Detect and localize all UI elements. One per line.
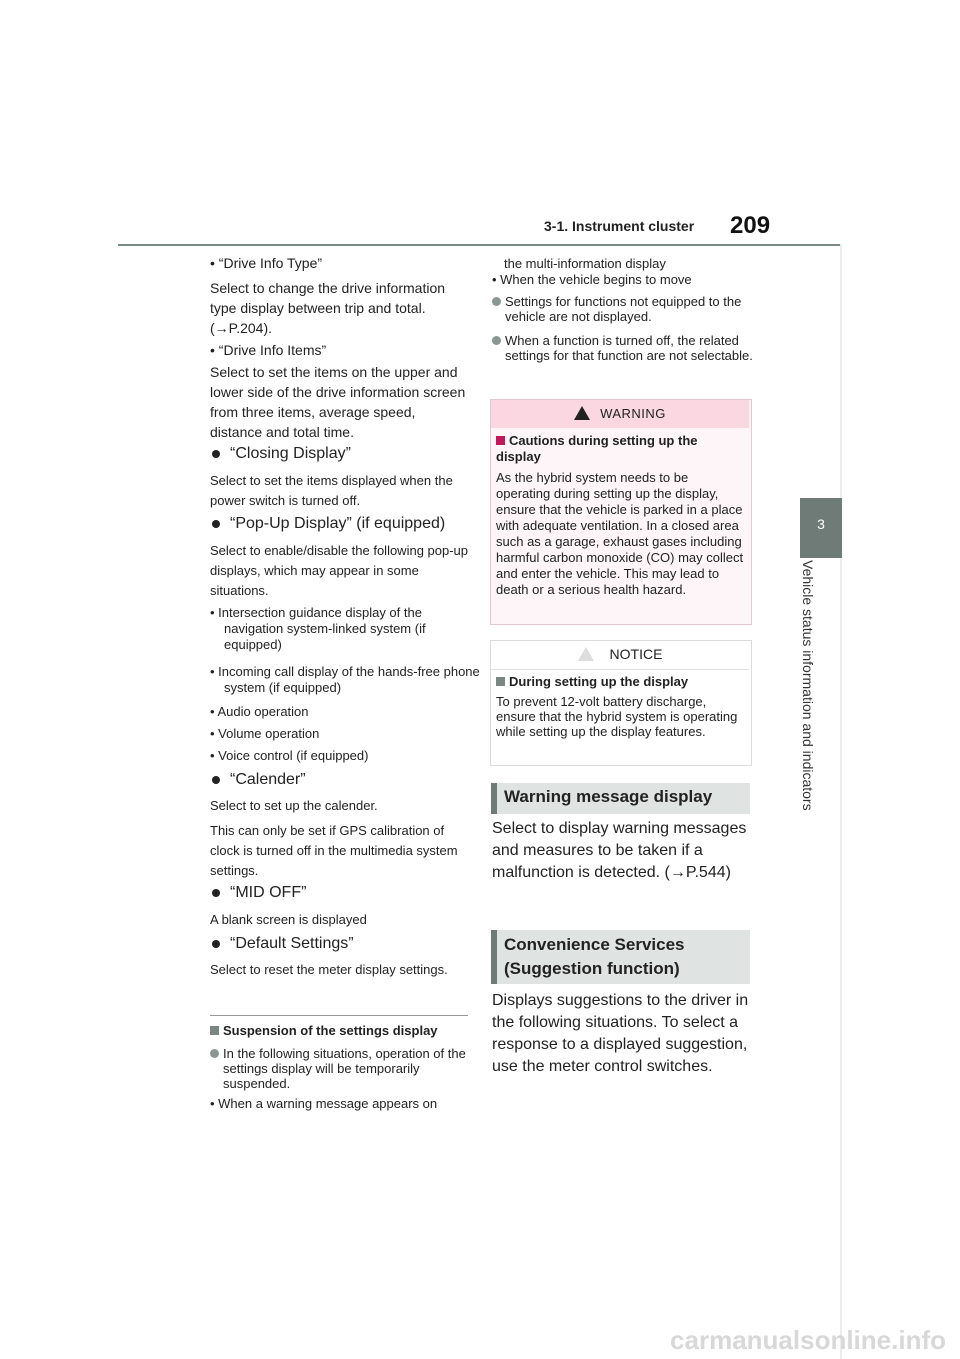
calender-heading <box>210 771 468 789</box>
circle-bullet-icon <box>492 336 501 345</box>
notice-heading <box>491 646 749 662</box>
warning-heading <box>491 406 749 421</box>
popup-display-heading <box>210 515 468 533</box>
bullet-icon <box>212 776 220 784</box>
mid-off-title: “MID OFF” <box>230 884 307 901</box>
side-divider <box>840 244 842 1359</box>
note-item-text: When a function is turned off, the related settings for that function are not selectable. <box>505 333 753 363</box>
square-bullet-icon <box>496 436 505 445</box>
mid-off-text: A blank screen is displayed <box>210 912 367 927</box>
note-item <box>492 294 763 324</box>
circle-bullet-icon <box>210 1049 219 1058</box>
warning-body: As the hybrid system needs to be operating during setting up the display, ensure that the vehicle is parked in a place with adequate ventilation. In a closed area such as a garage, exhaust gases including harmful carbon monoxide (CO) may collect and enter the vehicle. This may lead to death or a serious health hazard. <box>496 470 744 597</box>
suspension-title: Suspension of the settings display <box>223 1023 438 1038</box>
warning-message-body: Select to display warning messages and measures to be taken if a malfunction is detected. (→P.544) <box>492 820 747 881</box>
notice-subheading <box>496 674 744 689</box>
chapter-title: Vehicle status information and indicators <box>800 560 816 811</box>
section-header: 3-1. Instrument cluster <box>544 218 695 234</box>
watermark-text: carmanualsonline.info <box>670 1325 946 1355</box>
bullet-icon <box>212 940 220 948</box>
convenience-title: Convenience Services (Suggestion function) <box>504 935 685 978</box>
drive-info-items-label: • “Drive Info Items” <box>210 342 327 358</box>
circle-bullet-icon <box>492 297 501 306</box>
warning-message-title: Warning message display <box>504 787 713 806</box>
default-settings-text: Select to reset the meter display settings. <box>210 962 448 977</box>
convenience-body: Displays suggestions to the driver in the following situations. To select a response to a displayed suggestion, use the meter control switches. <box>492 992 749 1075</box>
suspension-bullet-text: In the following situations, operation of the settings display will be temporarily suspended. <box>223 1046 466 1091</box>
square-bullet-icon <box>210 1026 219 1035</box>
calender-text: Select to set up the calender. <box>210 798 378 813</box>
suspension-heading <box>210 1023 468 1038</box>
warning-triangle-icon <box>574 406 590 420</box>
notice-title: NOTICE <box>609 646 663 662</box>
closing-display-heading <box>210 445 468 463</box>
suspension-bullet <box>210 1046 481 1091</box>
popup-display-text: Select to enable/disable the following pop-up displays, which may appear in some situations. <box>210 543 469 598</box>
popup-item: • Audio operation <box>210 704 309 719</box>
popup-item: • Incoming call display of the hands-free phone system (if equipped) <box>210 664 480 695</box>
calender-note: This can only be set if GPS calibration of clock is turned off in the multimedia system settings. <box>210 823 458 878</box>
notice-divider <box>491 669 749 670</box>
popup-item: • Volume operation <box>210 726 320 741</box>
warning-subhead-text: Cautions during setting up the display <box>496 433 698 464</box>
warning-subheading <box>496 433 744 465</box>
default-settings-heading <box>210 935 468 953</box>
continuation-bullet: • When the vehicle begins to move <box>492 272 692 287</box>
popup-item: • Intersection guidance display of the navigation system-linked system (if equipped) <box>210 605 426 652</box>
watermark <box>0 1325 960 1356</box>
popup-display-title: “Pop-Up Display” (if equipped) <box>230 515 446 532</box>
notice-triangle-icon <box>578 647 594 661</box>
warning-title: WARNING <box>600 406 666 421</box>
drive-info-type-text: Select to change the drive information type display between trip and total. (→P.204). <box>210 280 446 336</box>
popup-item: • Voice control (if equipped) <box>210 748 369 763</box>
bullet-icon <box>212 889 220 897</box>
bullet-icon <box>212 520 220 528</box>
square-bullet-icon <box>496 677 505 686</box>
page-number: 209 <box>730 212 771 239</box>
drive-info-items-text: Select to set the items on the upper and lower side of the drive information screen from three items, average speed, distance and total time. <box>210 364 466 440</box>
bullet-icon <box>212 450 220 458</box>
notice-subhead-text: During setting up the display <box>509 674 689 689</box>
suspension-sub-bullet: • When a warning message appears on <box>210 1096 438 1111</box>
note-divider <box>210 1015 468 1016</box>
continuation-text: the multi-information display <box>504 256 666 271</box>
closing-display-text: Select to set the items displayed when the power switch is turned off. <box>210 473 453 508</box>
notice-body: To prevent 12-volt battery discharge, ensure that the hybrid system is operating while setting up the display features. <box>496 694 738 739</box>
header-divider <box>118 244 840 246</box>
calender-title: “Calender” <box>230 771 306 788</box>
drive-info-type-label: • “Drive Info Type” <box>210 255 323 271</box>
note-item-text: Settings for functions not equipped to the vehicle are not displayed. <box>505 294 742 324</box>
note-item <box>492 333 763 363</box>
closing-display-title: “Closing Display” <box>230 445 351 462</box>
mid-off-heading <box>210 884 468 902</box>
chapter-number: 3 <box>817 516 825 532</box>
default-settings-title: “Default Settings” <box>230 935 354 952</box>
